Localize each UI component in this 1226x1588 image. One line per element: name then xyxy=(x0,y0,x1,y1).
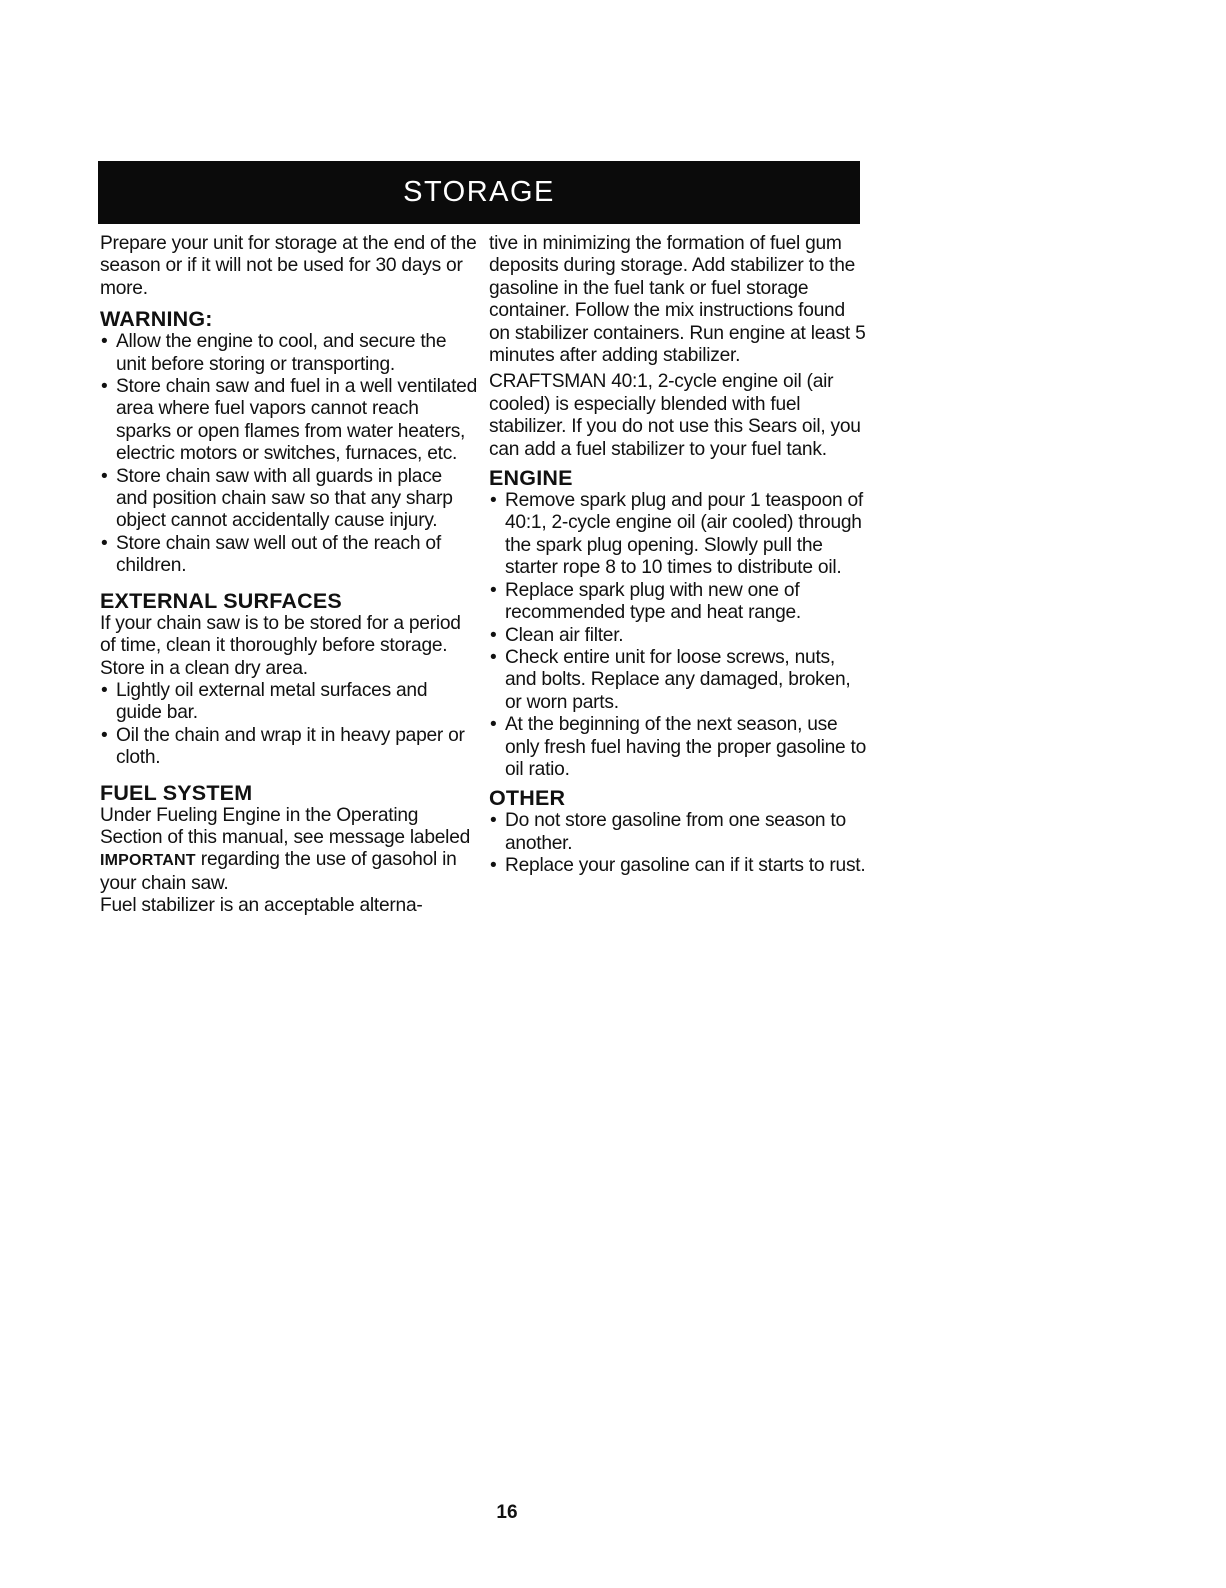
fuel-system-paragraph xyxy=(100,805,478,896)
warning-heading: WARNING: xyxy=(100,307,213,332)
page-number: 16 xyxy=(496,1502,518,1523)
fuel-stabilizer-paragraph-continued: tive in minimizing the formation of fuel gum deposits during storage. Add stabilizer to the gasoline in the fuel tank or fuel storage container. Follow the mix instructions found on stabilizer containers. Run engine at least 5 minutes after adding stabilizer. xyxy=(489,233,866,367)
list-item: • Store chain saw and fuel in a well ventilated area where fuel vapors cannot reach sparks or open flames from water heaters, electric motors or switches, furnaces, etc. xyxy=(100,376,478,466)
list-item: • Remove spark plug and pour 1 teaspoon of 40:1, 2-cycle engine oil (air cooled) through the spark plug opening. Slowly pull the starter rope 8 to 10 times to distribute oil. xyxy=(489,490,869,580)
craftsman-oil-paragraph: CRAFTSMAN 40:1, 2-cycle engine oil (air cooled) is especially blended with fuel stabilizer. If you do not use this Sears oil, you can add a fuel stabilizer to your fuel tank. xyxy=(489,371,861,460)
fuel-text-before: Under Fueling Engine in the Operating Section of this manual, see message labeled xyxy=(100,804,471,848)
external-surfaces-paragraph: If your chain saw is to be stored for a period of time, clean it thoroughly before storage. Store in a clean dry area. xyxy=(100,612,461,679)
intro-paragraph: Prepare your unit for storage at the end of the season or if it will not be used for 30 days or more. xyxy=(100,233,477,299)
external-surfaces-list xyxy=(100,680,478,770)
page-title: STORAGE xyxy=(403,176,555,208)
list-item: • Check entire unit for loose screws, nuts, and bolts. Replace any damaged, broken, or worn parts. xyxy=(489,647,869,714)
other-heading: OTHER xyxy=(489,786,566,811)
other-list xyxy=(489,810,869,877)
list-item: • Oil the chain and wrap it in heavy paper or cloth. xyxy=(100,725,478,770)
important-label: IMPORTANT xyxy=(100,852,196,870)
engine-list xyxy=(489,490,869,781)
list-item: • Lightly oil external metal surfaces and guide bar. xyxy=(100,680,478,725)
fuel-system-heading: FUEL SYSTEM xyxy=(100,780,253,805)
engine-heading: ENGINE xyxy=(489,466,573,491)
list-item: • At the beginning of the next season, use only fresh fuel having the proper gasoline to oil ratio. xyxy=(489,714,869,781)
fuel-text-after: regarding the use of gasohol in your chain saw. xyxy=(100,849,457,894)
list-item: • Do not store gasoline from one season to another. xyxy=(489,810,869,855)
list-item: • Replace spark plug with new one of recommended type and heat range. xyxy=(489,580,869,625)
external-surfaces-heading: EXTERNAL SURFACES xyxy=(100,588,342,613)
list-item: • Clean air filter. xyxy=(489,625,869,647)
storage-banner xyxy=(98,161,860,224)
right-column xyxy=(489,233,869,878)
fuel-stabilizer-paragraph-start: Fuel stabilizer is an acceptable alterna- xyxy=(100,895,423,917)
list-item: • Store chain saw with all guards in place and position chain saw so that any sharp object cannot accidentally cause injury. xyxy=(100,466,478,533)
list-item: • Allow the engine to cool, and secure the unit before storing or transporting. xyxy=(100,331,478,376)
list-item: • Replace your gasoline can if it starts to rust. xyxy=(489,855,869,877)
left-column xyxy=(100,233,478,918)
warning-list xyxy=(100,331,478,577)
list-item: • Store chain saw well out of the reach of children. xyxy=(100,533,478,578)
